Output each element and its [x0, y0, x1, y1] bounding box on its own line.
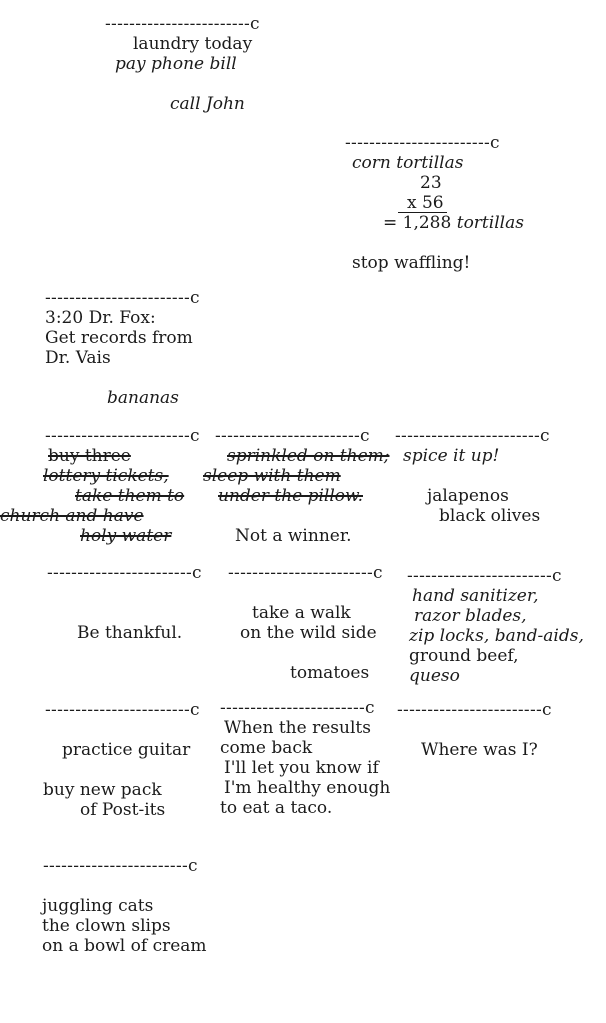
note-dr-fox	[45, 288, 200, 408]
note-taco-results	[220, 698, 390, 818]
note-line: call John	[170, 94, 245, 114]
note-where-was-i	[397, 700, 552, 760]
note-line: come back	[220, 738, 313, 758]
note-line: black olives	[439, 506, 541, 526]
note-line-struck: church and have	[0, 506, 144, 526]
note-not-a-winner	[203, 426, 390, 546]
note-header-dashes: ------------------------c	[105, 14, 260, 34]
math-result	[383, 213, 524, 233]
note-line-struck: sprinkled on them;	[227, 446, 390, 466]
note-line: the clown slips	[42, 916, 171, 936]
note-header-dashes: ------------------------c	[220, 698, 375, 718]
note-line: Dr. Vais	[45, 348, 111, 368]
note-line: Get records from	[45, 328, 193, 348]
note-header-dashes: ------------------------c	[228, 563, 383, 583]
note-lottery	[0, 426, 200, 546]
note-laundry	[105, 14, 260, 114]
note-line-struck: take them to	[75, 486, 185, 506]
note-line: 3:20 Dr. Fox:	[45, 308, 156, 328]
note-line: on the wild side	[240, 623, 377, 643]
note-line: hand sanitizer,	[412, 586, 539, 606]
note-line: jalapenos	[427, 486, 509, 506]
note-header-dashes: ------------------------c	[43, 856, 198, 876]
note-header-dashes: ------------------------c	[47, 563, 202, 583]
math-operand: 23	[420, 173, 442, 193]
underlined-multiplier: x 56	[398, 194, 447, 213]
note-line: laundry today	[133, 34, 253, 54]
note-footer: Not a winner.	[235, 526, 352, 546]
note-header-dashes: ------------------------c	[345, 133, 500, 153]
note-line: on a bowl of cream	[42, 936, 207, 956]
note-header-dashes: ------------------------c	[395, 426, 550, 446]
note-title: spice it up!	[403, 446, 500, 466]
note-spice-it-up	[395, 426, 550, 526]
note-header-dashes: ------------------------c	[407, 566, 562, 586]
note-line: juggling cats	[42, 896, 154, 916]
result-word: tortillas	[456, 213, 524, 233]
note-line: Where was I?	[421, 740, 538, 760]
note-title: corn tortillas	[352, 153, 464, 173]
note-juggling-cats	[42, 856, 207, 956]
note-line: razor blades,	[414, 606, 527, 626]
note-line-struck: under the pillow.	[218, 486, 363, 506]
note-line: of Post-its	[80, 800, 166, 820]
note-line: take a walk	[252, 603, 351, 623]
note-shopping-list	[407, 566, 584, 686]
note-line-struck: sleep with them	[203, 466, 341, 486]
note-practice-guitar	[43, 700, 200, 820]
note-line-struck: holy water	[80, 526, 172, 546]
note-header-dashes: ------------------------c	[45, 700, 200, 720]
note-line: bananas	[107, 388, 179, 408]
note-line: zip locks, band-aids,	[409, 626, 584, 646]
note-wild-side	[228, 563, 383, 683]
note-line: pay phone bill	[115, 54, 237, 74]
note-line: When the results	[224, 718, 371, 738]
note-header-dashes: ------------------------c	[45, 288, 200, 308]
note-line-struck: lottery tickets,	[43, 466, 169, 486]
note-footer: tomatoes	[290, 663, 370, 683]
note-line: I'll let you know if	[224, 758, 379, 778]
note-tortilla-math	[345, 133, 524, 273]
note-footer: stop waffling!	[352, 253, 471, 273]
note-line: I'm healthy enough	[224, 778, 391, 798]
note-header-dashes: ------------------------c	[45, 426, 200, 446]
note-line: buy new pack	[43, 780, 162, 800]
note-line: queso	[409, 666, 460, 686]
note-line: Be thankful.	[77, 623, 183, 643]
result-prefix: = 1,288	[383, 213, 457, 233]
note-line-struck: buy three	[48, 446, 131, 466]
math-multiplier	[398, 193, 524, 213]
note-line: ground beef,	[409, 646, 519, 666]
note-line: practice guitar	[62, 740, 191, 760]
note-header-dashes: ------------------------c	[215, 426, 370, 446]
note-header-dashes: ------------------------c	[397, 700, 552, 720]
note-be-thankful	[47, 563, 202, 643]
note-line: to eat a taco.	[220, 798, 333, 818]
